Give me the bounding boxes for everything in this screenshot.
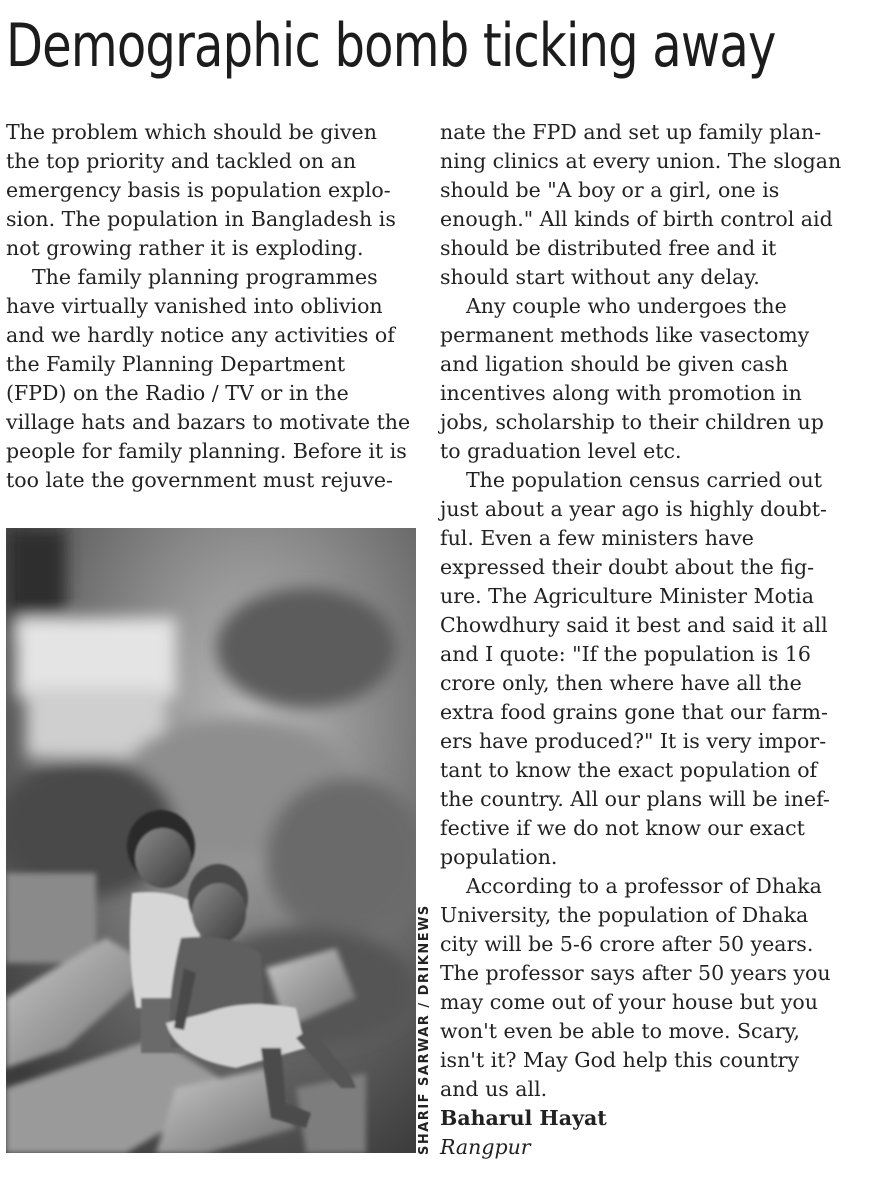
article-text-line: fective if we do not know our exact (440, 816, 805, 840)
article-text-line: the top priority and tackled on an (6, 149, 357, 173)
article-text-line: village hats and bazars to motivate the (6, 410, 411, 434)
article-text-line: and I quote: "If the population is 16 (440, 642, 811, 666)
article-text-line: expressed their doubt about the fig- (440, 555, 815, 579)
article-text-line: The problem which should be given (6, 120, 377, 144)
article-text-line: should start without any delay. (440, 265, 760, 289)
article-text-line: Chowdhury said it best and said it all (440, 613, 828, 637)
article-text-line: extra food grains gone that our farm- (440, 700, 828, 724)
article-text-line: won't even be able to move. Scary, (440, 1019, 800, 1043)
photo-credit: SHARIF SARWAR / DRIKNEWS (417, 904, 432, 1155)
article-text-line: population. (440, 845, 558, 869)
headline: Demographic bomb ticking away (6, 11, 776, 81)
article-text-line: The family planning programmes (32, 265, 378, 289)
article-text-line: jobs, scholarship to their children up (440, 410, 824, 434)
article-text-line: ful. Even a few ministers have (440, 526, 754, 550)
article-text-line: should be distributed free and it (440, 236, 777, 260)
article-paragraph (440, 872, 880, 1104)
article-photo (6, 528, 416, 1153)
article-text-line: the country. All our plans will be inef- (440, 787, 830, 811)
article-text-line: emergency basis is population explo- (6, 178, 391, 202)
author-name: Baharul Hayat (440, 1106, 607, 1130)
article-paragraph (440, 466, 880, 872)
article-paragraph (440, 118, 880, 292)
article-text-line: not growing rather it is exploding. (6, 236, 364, 260)
article-text-line: too late the government must rejuve- (6, 468, 393, 492)
article-text-line: crore only, then where have all the (440, 671, 802, 695)
article-text-line: may come out of your house but you (440, 990, 818, 1014)
article-paragraph (6, 118, 418, 263)
article-paragraph (440, 292, 880, 466)
article-text-line: ning clinics at every union. The slogan (440, 149, 842, 173)
article-text-line: and us all. (440, 1077, 548, 1101)
article-text-line: The professor says after 50 years you (440, 961, 831, 985)
article-text-line: University, the population of Dhaka (440, 903, 809, 927)
children-photo-illustration (6, 528, 416, 1153)
article-text-line: (FPD) on the Radio / TV or in the (6, 381, 349, 405)
article-text-line: should be "A boy or a girl, one is (440, 178, 780, 202)
article-text-line: incentives along with promotion in (440, 381, 802, 405)
article-text-line: nate the FPD and set up family plan- (440, 120, 822, 144)
article-text-line: Any couple who undergoes the (466, 294, 787, 318)
article-text-line: the Family Planning Department (6, 352, 346, 376)
article-text-line: isn't it? May God help this country (440, 1048, 800, 1072)
article-text-line: According to a professor of Dhaka (466, 874, 822, 898)
article-text-line: and we hardly notice any activities of (6, 323, 395, 347)
article-column-left (6, 118, 418, 495)
article-text-line: ers have produced?" It is very impor- (440, 729, 827, 753)
article-column-right-body (440, 118, 880, 1104)
author-location: Rangpur (440, 1135, 531, 1159)
article-text-line: to graduation level etc. (440, 439, 682, 463)
article-text-line: city will be 5-6 crore after 50 years. (440, 932, 814, 956)
article-text-line: tant to know the exact population of (440, 758, 818, 782)
article-text-line: just about a year ago is highly doubt- (440, 497, 827, 521)
article-text-line: and ligation should be given cash (440, 352, 789, 376)
article-column-right (440, 118, 880, 1162)
article-paragraph (6, 263, 418, 495)
article-text-line: ure. The Agriculture Minister Motia (440, 584, 814, 608)
article-text-line: enough." All kinds of birth control aid (440, 207, 833, 231)
article-text-line: people for family planning. Before it is (6, 439, 407, 463)
article-text-line: sion. The population in Bangladesh is (6, 207, 396, 231)
article-text-line: permanent methods like vasectomy (440, 323, 810, 347)
article-text-line: have virtually vanished into oblivion (6, 294, 383, 318)
article-text-line: The population census carried out (466, 468, 822, 492)
